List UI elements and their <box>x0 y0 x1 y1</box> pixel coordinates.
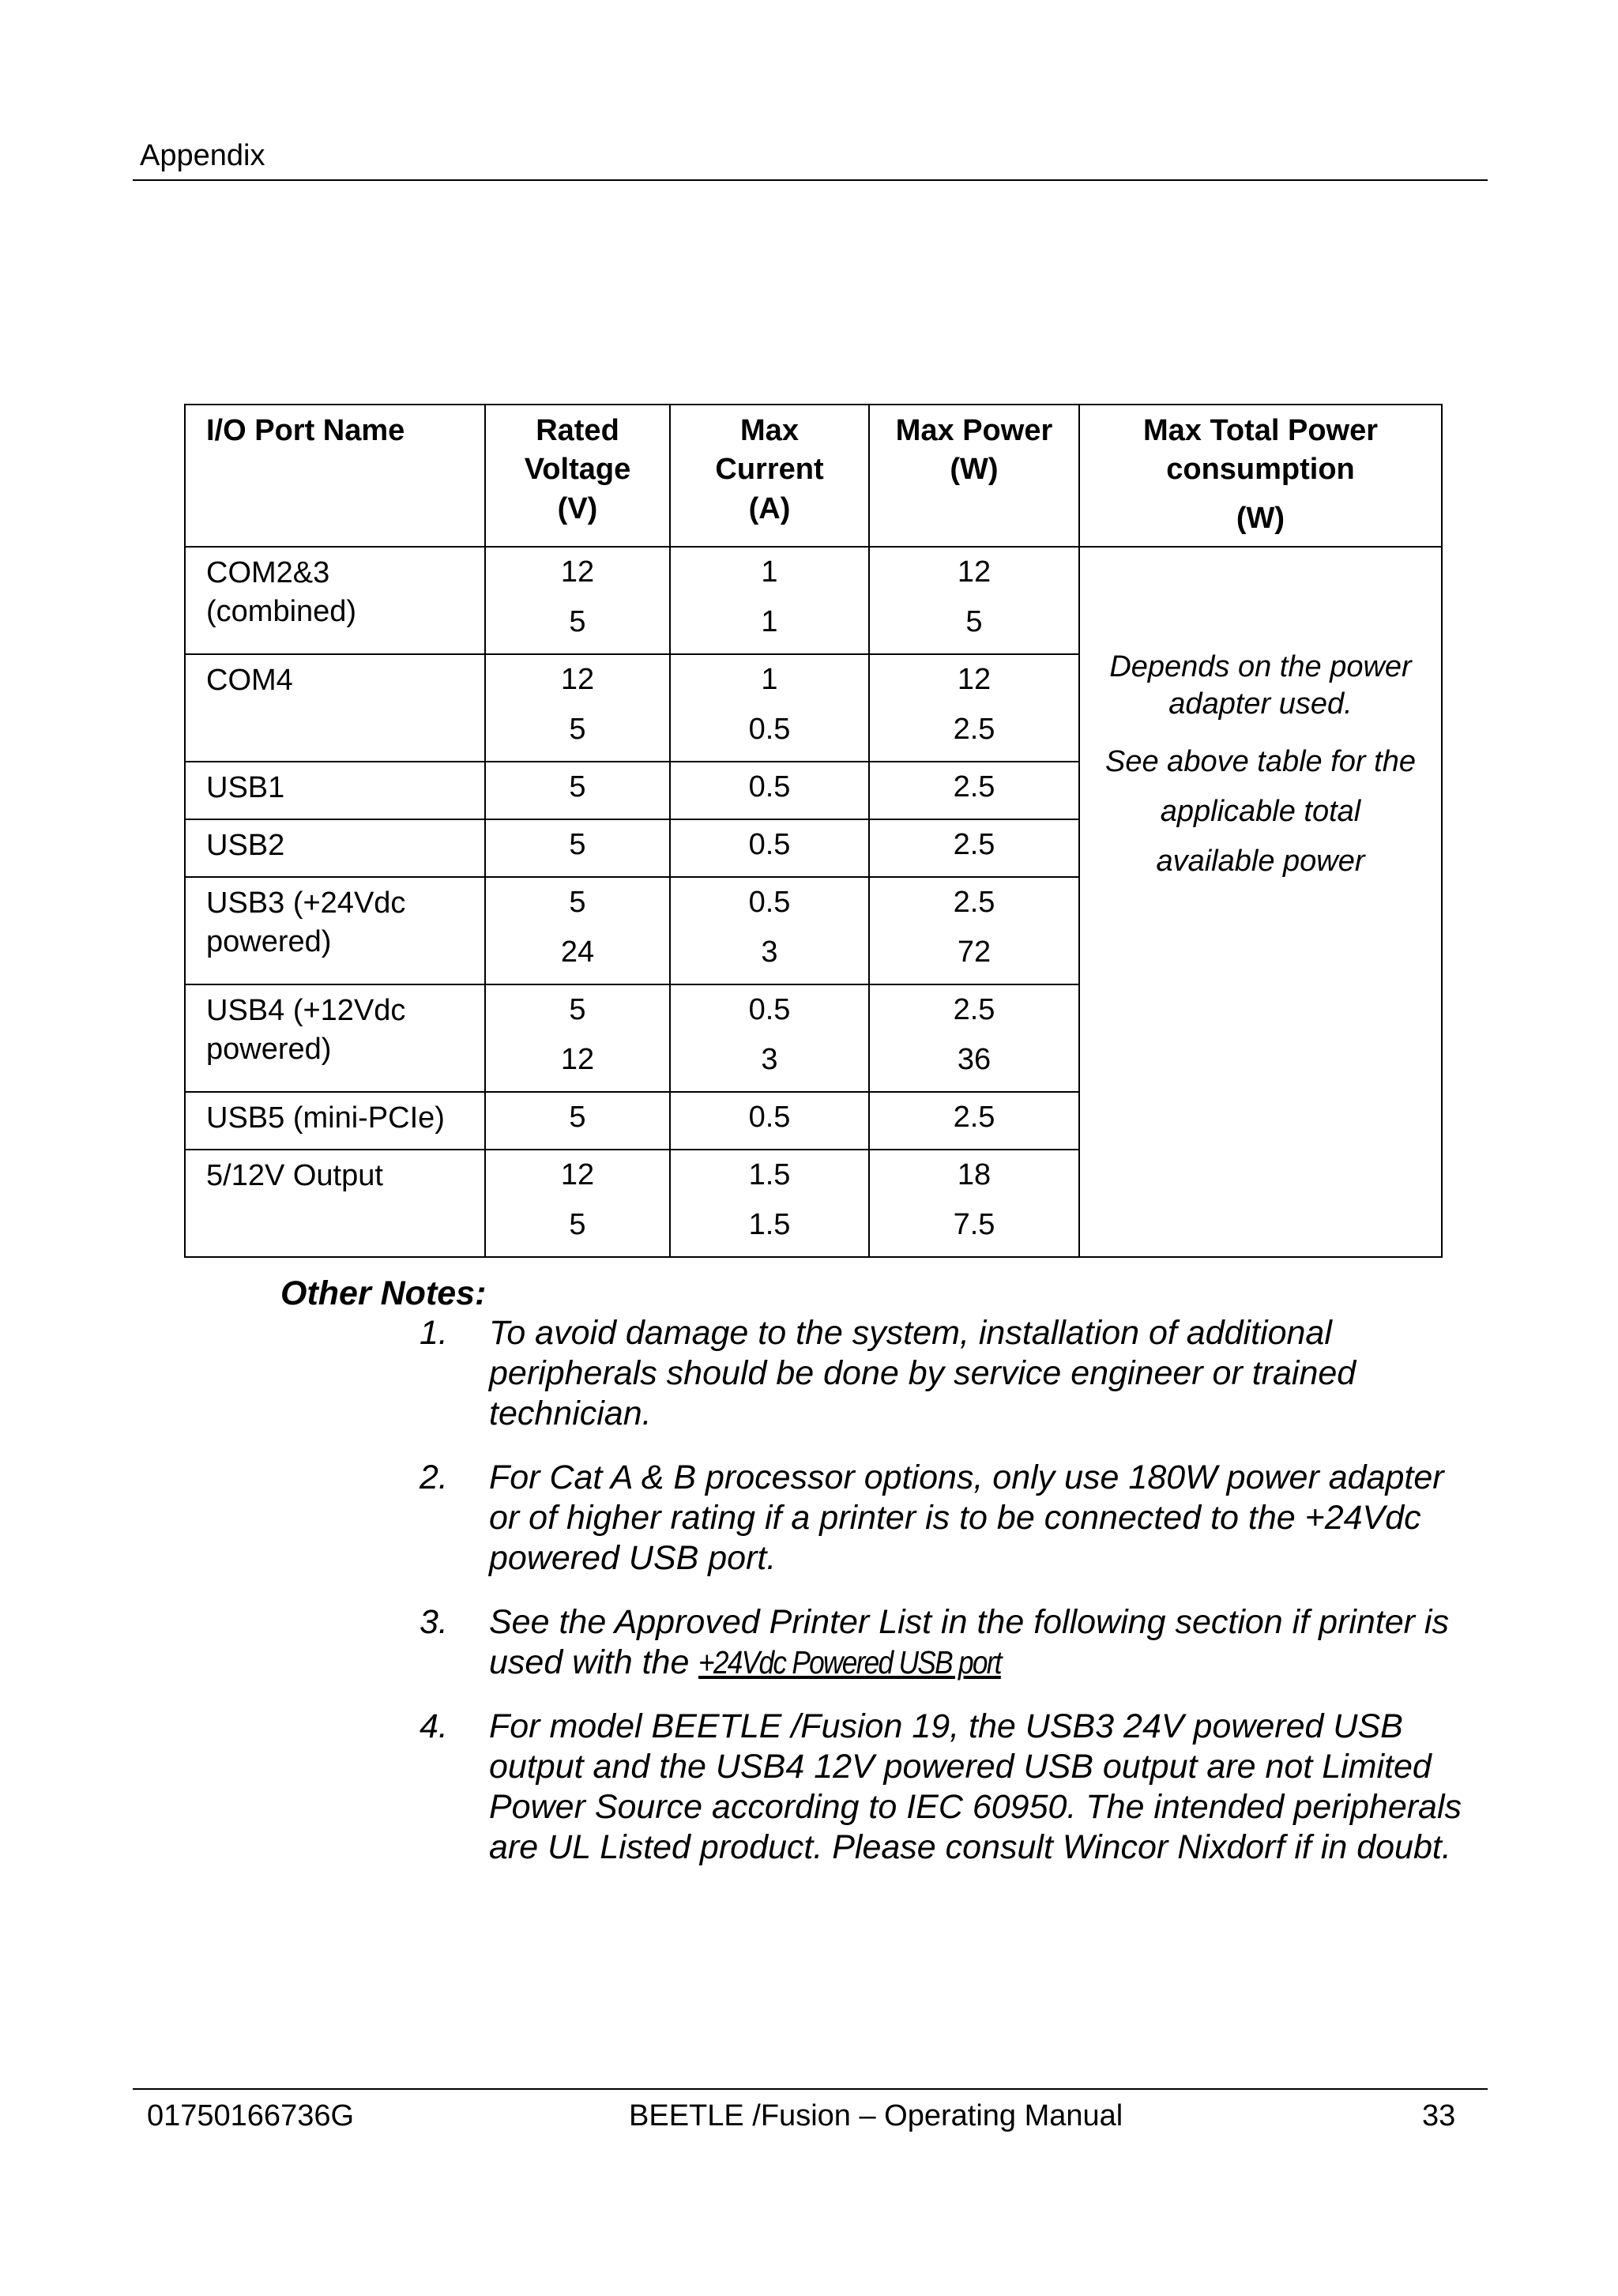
header-max-total-power: Max Total Power consumption (W) <box>1079 405 1442 547</box>
port-name-cell: USB5 (mini-PCIe) <box>185 1092 485 1150</box>
note-text: See the Approved Printer List in the following section if printer is used with the <box>489 1603 1449 1681</box>
footer-title: BEETLE /Fusion – Operating Manual <box>629 2099 1123 2132</box>
header-max-current: Max Current (A) <box>670 405 869 547</box>
total-note-see-table: See above table for the applicable total available power <box>1105 745 1416 878</box>
note-item <box>280 1313 1481 1434</box>
note-number: 1. <box>420 1314 448 1352</box>
voltage-cell: 5 <box>485 819 670 877</box>
port-name-cell: USB1 <box>185 762 485 819</box>
power-cell: 2.5 36 <box>869 984 1079 1092</box>
table-row <box>185 547 1442 654</box>
voltage-cell: 5 12 <box>485 984 670 1092</box>
header-max-power: Max Power (W) <box>869 405 1079 547</box>
footer-rule <box>133 2088 1488 2090</box>
current-cell: 1 0.5 <box>670 654 869 762</box>
power-cell: 12 5 <box>869 547 1079 654</box>
table-header-row <box>185 405 1442 547</box>
voltage-cell: 12 5 <box>485 654 670 762</box>
total-note-adapter: Depends on the power adapter used. <box>1109 650 1412 721</box>
notes-title: Other Notes: <box>280 1274 487 1312</box>
port-name-cell: USB3 (+24Vdc powered) <box>185 877 485 984</box>
note-item <box>280 1707 1481 1868</box>
note-text: For Cat A & B processor options, only use 180W power adapter or of higher rating if a printer is to be connected to the +24Vdc powered USB port. <box>489 1459 1444 1577</box>
header-port-name: I/O Port Name <box>185 405 485 547</box>
current-cell: 0.5 <box>670 819 869 877</box>
note-item <box>280 1602 1481 1683</box>
port-name-cell: USB2 <box>185 819 485 877</box>
port-name-cell: COM2&3 (combined) <box>185 547 485 654</box>
current-cell: 1 1 <box>670 547 869 654</box>
current-cell: 0.5 3 <box>670 984 869 1092</box>
note-text: For model BEETLE /Fusion 19, the USB3 24V powered USB output and the USB4 12V powered USB output are not Limited Power Source according to IEC 60950. The intended peripherals are UL Listed product. Please consult Wincor Nixdorf if in doubt. <box>489 1707 1462 1866</box>
voltage-cell: 12 5 <box>485 1150 670 1257</box>
powered-usb-port-link[interactable]: +24Vdc Powered USB port <box>698 1644 1002 1681</box>
port-name-cell: COM4 <box>185 654 485 762</box>
port-name-cell: 5/12V Output <box>185 1150 485 1257</box>
io-port-power-table <box>184 404 1443 1258</box>
power-cell: 2.5 <box>869 1092 1079 1150</box>
note-number: 4. <box>420 1707 448 1745</box>
current-cell: 0.5 3 <box>670 877 869 984</box>
power-cell: 18 7.5 <box>869 1150 1079 1257</box>
voltage-cell: 5 <box>485 1092 670 1150</box>
power-cell: 2.5 <box>869 819 1079 877</box>
footer-doc-number: 01750166736G <box>147 2099 355 2132</box>
current-cell: 0.5 <box>670 762 869 819</box>
current-cell: 1.5 1.5 <box>670 1150 869 1257</box>
voltage-cell: 12 5 <box>485 547 670 654</box>
footer-page-number: 33 <box>1422 2099 1456 2132</box>
current-cell: 0.5 <box>670 1092 869 1150</box>
header-rated-voltage: Rated Voltage (V) <box>485 405 670 547</box>
other-notes <box>280 1274 1481 1891</box>
note-item <box>280 1458 1481 1579</box>
port-name-cell: USB4 (+12Vdc powered) <box>185 984 485 1092</box>
voltage-cell: 5 <box>485 762 670 819</box>
note-text: To avoid damage to the system, installation of additional peripherals should be done by service engineer or trained technician. <box>489 1314 1356 1432</box>
power-cell: 2.5 72 <box>869 877 1079 984</box>
note-number: 2. <box>420 1459 448 1496</box>
running-header: Appendix <box>140 139 265 172</box>
note-number: 3. <box>420 1603 448 1641</box>
total-power-note-cell <box>1079 547 1442 1257</box>
power-cell: 2.5 <box>869 762 1079 819</box>
header-rule <box>133 179 1488 181</box>
voltage-cell: 5 24 <box>485 877 670 984</box>
power-cell: 12 2.5 <box>869 654 1079 762</box>
